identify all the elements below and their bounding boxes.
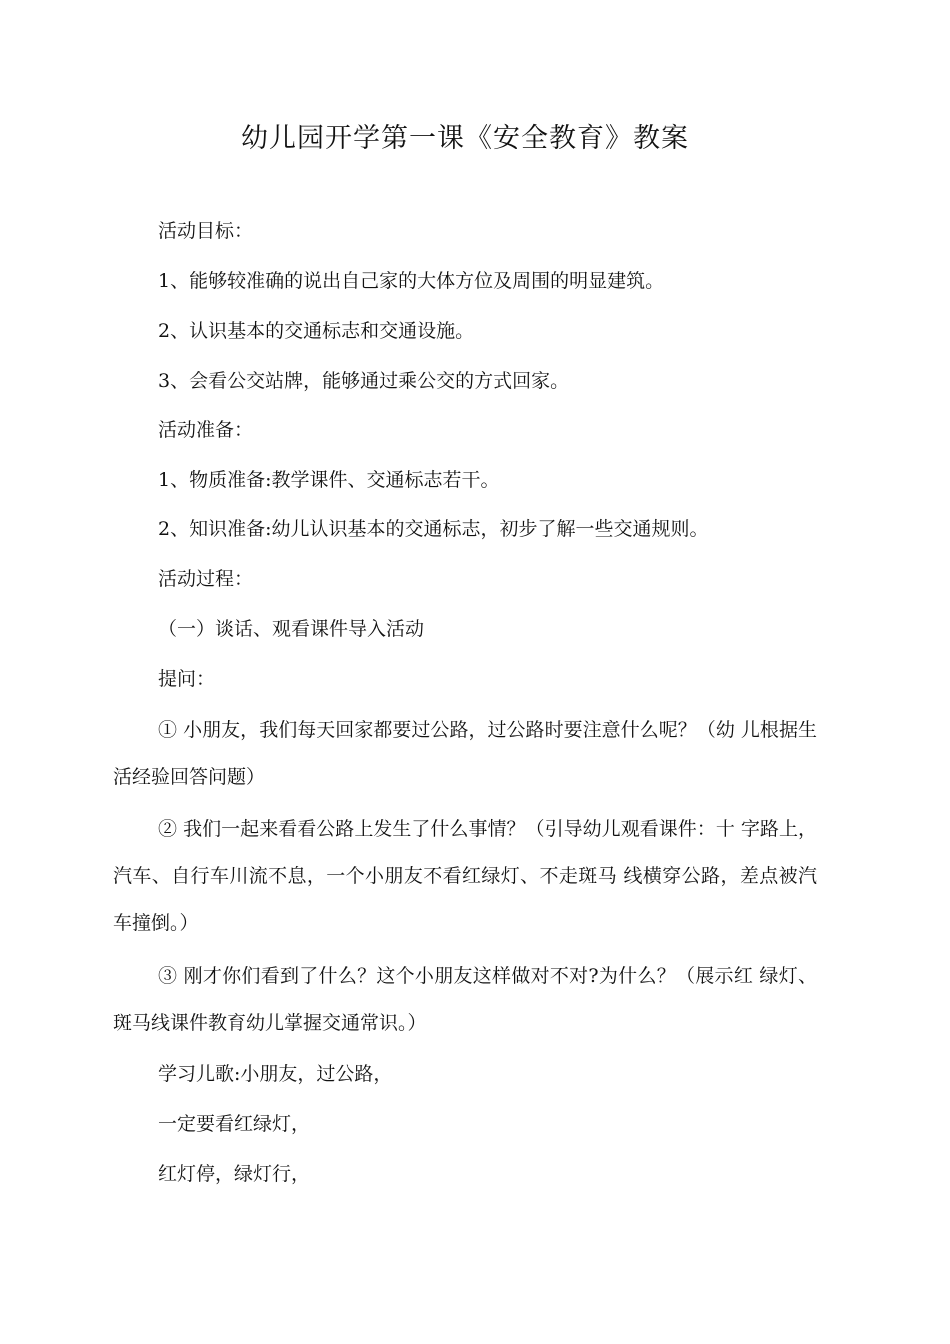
song-line-1: 学习儿歌:小朋友，过公路， [158,1063,393,1085]
question-3: ③ 刚才你们看到了什么？这个小朋友这样做对不对?为什么？（展示红 绿灯、斑马线课件教育幼儿掌握交通常识。） [113,965,817,1034]
goal-item-2: 2、认识基本的交通标志和交通设施。 [158,320,475,342]
prep-heading: 活动准备： [158,419,254,441]
goal-item-1: 1、能够较准确的说出自己家的大体方位及周围的明显建筑。 [158,270,665,292]
song-line-2: 一定要看红绿灯， [158,1113,311,1135]
question-1: ① 小朋友，我们每天回家都要过公路，过公路时要注意什么呢？（幼 儿根据生活经验回答问题） [113,719,817,788]
section-heading-1: （一）谈话、观看课件导入活动 [158,618,425,640]
goal-item-3: 3、会看公交站牌，能够通过乘公交的方式回家。 [158,370,570,392]
prep-item-2: 2、知识准备:幼儿认识基本的交通标志，初步了解一些交通规则。 [158,518,709,540]
process-heading: 活动过程： [158,568,254,590]
song-line-3: 红灯停，绿灯行， [158,1163,311,1185]
document-title: 幼儿园开学第一课《安全教育》教案 [241,123,689,154]
question-2: ② 我们一起来看看公路上发生了什么事情？（引导幼儿观看课件：十 字路上，汽车、自行车川流不息，一个小朋友不看红绿灯、不走斑马 线横穿公路，差点被汽车撞倒。） [113,818,817,934]
goals-heading: 活动目标： [158,220,254,242]
prep-item-1: 1、物质准备:教学课件、交通标志若干。 [158,469,500,491]
ask-heading: 提问： [158,668,216,690]
